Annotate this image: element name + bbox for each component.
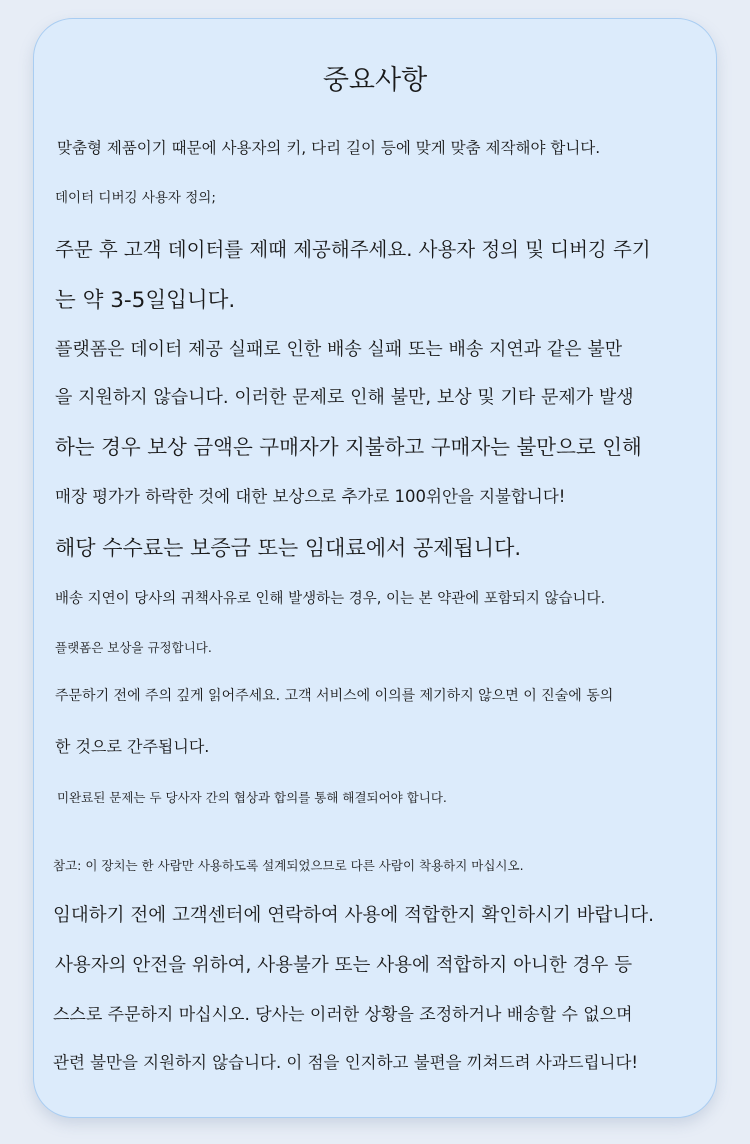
notice-line: 는 약 3-5일입니다. <box>55 288 236 313</box>
notice-line: 임대하기 전에 고객센터에 연락하여 사용에 적합한지 확인하시기 바랍니다. <box>53 905 655 926</box>
notice-line: 사용자의 안전을 위하여, 사용불가 또는 사용에 적합하지 아니한 경우 등 <box>55 955 633 976</box>
notice-line: 배송 지연이 당사의 귀책사유로 인해 발생하는 경우, 이는 본 약관에 포함되지 않습니다. <box>55 591 606 607</box>
notice-line: 주문 후 고객 데이터를 제때 제공해주세요. 사용자 정의 및 디버깅 주기 <box>55 238 651 261</box>
notice-line: 하는 경우 보상 금액은 구매자가 지불하고 구매자는 불만으로 인해 <box>55 435 642 459</box>
notice-line: 데이터 디버깅 사용자 정의; <box>55 190 216 206</box>
notice-line: 관련 불만을 지원하지 않습니다. 이 점을 인지하고 불편을 끼쳐드려 사과드립니다! <box>53 1053 639 1072</box>
notice-line: 매장 평가가 하락한 것에 대한 보상으로 추가로 100위안을 지불합니다! <box>55 487 566 506</box>
notice-line: 맞춤형 제품이기 때문에 사용자의 키, 다리 길이 등에 맞게 맞춤 제작해야 합니다. <box>57 139 601 157</box>
notice-line: 플랫폼은 보상을 규정합니다. <box>55 640 212 655</box>
notice-title: 중요사항 <box>322 65 428 96</box>
notice-card <box>33 18 717 1118</box>
notice-line: 한 것으로 간주됩니다. <box>55 737 210 756</box>
notice-line: 플랫폼은 데이터 제공 실패로 인한 배송 실패 또는 배송 지연과 같은 불만 <box>55 339 623 360</box>
notice-line: 참고: 이 장치는 한 사람만 사용하도록 설계되었으므로 다른 사람이 착용하지 마십시오. <box>53 858 524 873</box>
notice-line: 스스로 주문하지 마십시오. 당사는 이러한 상황을 조정하거나 배송할 수 없으며 <box>53 1005 633 1025</box>
notice-line: 주문하기 전에 주의 깊게 읽어주세요. 고객 서비스에 이의를 제기하지 않으면 이 진술에 동의 <box>55 688 614 704</box>
notice-line: 미완료된 문제는 두 당사자 간의 협상과 합의를 통해 해결되어야 합니다. <box>57 790 447 805</box>
notice-line: 해당 수수료는 보증금 또는 임대료에서 공제됩니다. <box>55 536 522 560</box>
notice-line: 을 지원하지 않습니다. 이러한 문제로 인해 불만, 보상 및 기타 문제가 발생 <box>55 387 634 408</box>
